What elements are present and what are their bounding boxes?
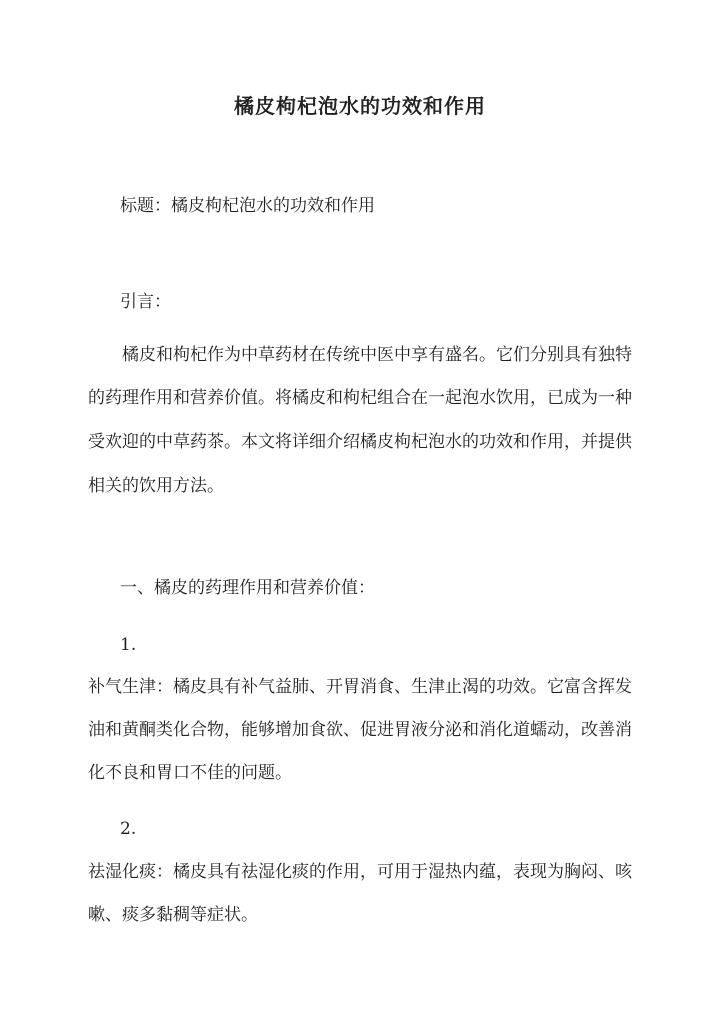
item-line: 化不良和胃口不佳的问题。 <box>88 763 292 783</box>
intro-line: 橘皮和枸杞作为中草药材在传统中医中享有盛名。它们分别具有独特 <box>88 345 632 365</box>
item-line: 嗽、痰多黏稠等症状。 <box>88 905 258 925</box>
intro-line: 相关的饮用方法。 <box>88 476 224 496</box>
item-line: 补气生津：橘皮具有补气益肺、开胃消食、生津止渴的功效。它富含挥发 <box>88 677 632 697</box>
section-heading: 一、橘皮的药理作用和营养价值： <box>120 578 375 598</box>
item-line: 油和黄酮类化合物，能够增加食欲、促进胃液分泌和消化道蠕动，改善消 <box>88 720 632 740</box>
item-line: 祛湿化痰：橘皮具有祛湿化痰的作用，可用于湿热内蕴，表现为胸闷、咳 <box>88 862 632 882</box>
subtitle-line: 标题：橘皮枸杞泡水的功效和作用 <box>120 196 375 216</box>
intro-line: 受欢迎的中草药茶。本文将详细介绍橘皮枸杞泡水的功效和作用，并提供 <box>88 432 632 452</box>
item-number: 2. <box>120 819 137 839</box>
item-number: 1. <box>120 635 137 655</box>
document-title: 橘皮枸杞泡水的功效和作用 <box>234 94 486 118</box>
intro-heading: 引言： <box>120 292 171 312</box>
intro-line: 的药理作用和营养价值。将橘皮和枸杞组合在一起泡水饮用，已成为一种 <box>88 388 632 408</box>
